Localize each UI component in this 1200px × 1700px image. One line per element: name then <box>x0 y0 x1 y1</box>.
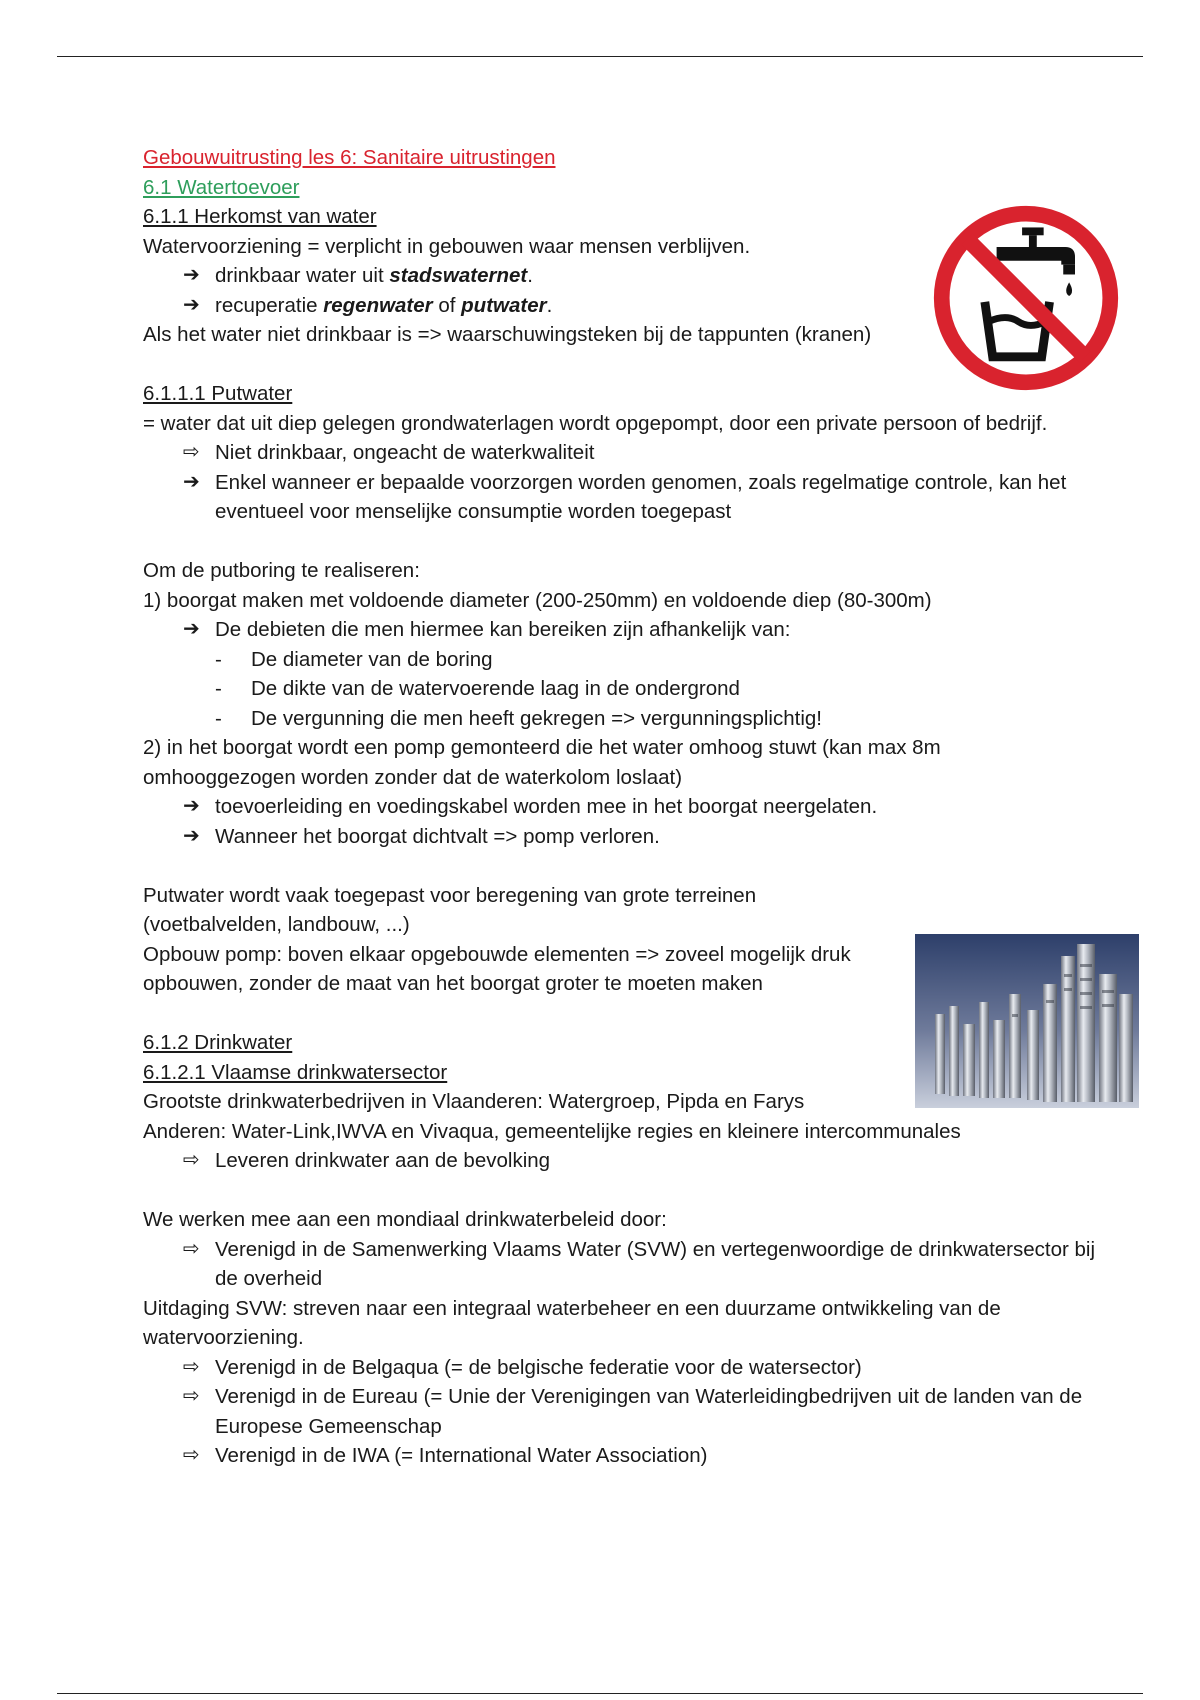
bullet-stadswaternet: ➔ drinkbaar water uit stadswaternet. <box>143 261 1093 291</box>
bullet-niet-drinkbaar: ⇨ Niet drinkbaar, ongeacht de waterkwaliteit <box>143 438 1093 468</box>
paragraph-step-1: 1) boorgat maken met voldoende diameter (200-250mm) en voldoende diep (80-300m) <box>143 588 932 612</box>
arrow-icon: ➔ <box>183 470 200 493</box>
paragraph-uitdaging: Uitdaging SVW: streven naar een integraal waterbeheer en een duurzame ontwikkeling van de watervoorziening. <box>143 1296 1001 1349</box>
hollow-arrow-icon: ⇨ <box>183 1444 200 1466</box>
heading-6-1-2: 6.1.2 Drinkwater <box>143 1031 293 1054</box>
bullet-debieten: ➔ De debieten die men hiermee kan bereiken zijn afhankelijk van: <box>143 615 1093 645</box>
paragraph-mondiaal: We werken mee aan een mondiaal drinkwaterbeleid door: <box>143 1208 667 1231</box>
paragraph-beregening: Putwater wordt vaak toegepast voor beregening van grote terreinen (voetbalvelden, landbouw, ...) <box>143 883 757 936</box>
hollow-arrow-icon: ⇨ <box>183 1237 200 1260</box>
bullet-enkel-wanneer: ➔ Enkel wanneer er bepaalde voorzorgen worden genomen, zoals regelmatige controle, kan het eventueel voor menselijke consumptie worden toegepast <box>143 468 1103 527</box>
paragraph-step-2: 2) in het boorgat wordt een pomp gemonteerd die het water omhoog stuwt (kan max 8m omhooggezogen worden zonder dat de waterkolom loslaat) <box>143 736 941 789</box>
paragraph-anderen: Anderen: Water-Link,IWVA en Vivaqua, gemeentelijke regies en kleinere intercommunales <box>143 1119 961 1143</box>
paragraph-putwater-definitie: = water dat uit diep gelegen grondwaterlagen wordt opgepompt, door een private persoon of bedrijf. <box>143 411 1048 435</box>
arrow-icon: ➔ <box>183 618 200 640</box>
hollow-arrow-icon: ⇨ <box>183 1385 200 1407</box>
bullet-recuperatie: ➔ recuperatie regenwater of putwater. <box>143 291 1093 321</box>
arrow-icon: ➔ <box>183 264 200 286</box>
arrow-icon: ➔ <box>183 824 200 847</box>
top-rule <box>57 56 1143 57</box>
paragraph-watervoorziening: Watervoorziening = verplicht in gebouwen waar mensen verblijven. <box>143 234 751 258</box>
paragraph-niet-drinkbaar: Als het water niet drinkbaar is => waarschuwingsteken bij de tappunten (kranen) <box>143 323 872 346</box>
bottom-rule <box>57 1693 1143 1694</box>
paragraph-putboring: Om de putboring te realiseren: <box>143 559 420 582</box>
dash-item-dikte: - De dikte van de watervoerende laag in de ondergrond <box>215 677 740 700</box>
paragraph-opbouw-pomp: Opbouw pomp: boven elkaar opgebouwde elementen => zoveel mogelijk druk opbouwen, zonder de maat van het boorgat groter te moeten maken <box>143 942 851 995</box>
dash-item-diameter: - De diameter van de boring <box>215 647 493 671</box>
arrow-icon: ➔ <box>183 795 200 817</box>
bullet-svw: ⇨ Verenigd in de Samenwerking Vlaams Water (SVW) en vertegenwoordige de drinkwatersector bij de overheid <box>143 1235 1103 1294</box>
hollow-arrow-icon: ⇨ <box>183 441 200 463</box>
bullet-toevoerleiding: ➔ toevoerleiding en voedingskabel worden mee in het boorgat neergelaten. <box>143 792 1093 822</box>
hollow-arrow-icon: ⇨ <box>183 1355 200 1378</box>
heading-6-1-1: 6.1.1 Herkomst van water <box>143 205 377 228</box>
document-body <box>143 143 1096 1471</box>
bullet-dichtvalt: ➔ Wanneer het boorgat dichtvalt => pomp verloren. <box>143 822 1093 852</box>
arrow-icon: ➔ <box>183 293 200 316</box>
heading-6-1-2-1: 6.1.2.1 Vlaamse drinkwatersector <box>143 1060 448 1084</box>
paragraph-grootste: Grootste drinkwaterbedrijven in Vlaanderen: Watergroep, Pipda en Farys <box>143 1090 805 1113</box>
heading-6-1-1-1: 6.1.1.1 Putwater <box>143 382 293 405</box>
doc-title: Gebouwuitrusting les 6: Sanitaire uitrustingen <box>143 146 556 169</box>
bullet-iwa: ⇨ Verenigd in de IWA (= International Water Association) <box>143 1441 1103 1471</box>
hollow-arrow-icon: ⇨ <box>183 1149 200 1171</box>
dash-item-vergunning: - De vergunning die men heeft gekregen => vergunningsplichtig! <box>215 706 822 730</box>
bullet-leveren: ⇨ Leveren drinkwater aan de bevolking <box>143 1146 1093 1176</box>
bullet-belgaqua: ⇨ Verenigd in de Belgaqua (= de belgische federatie voor de watersector) <box>143 1353 1103 1383</box>
heading-6-1: 6.1 Watertoevoer <box>143 175 300 199</box>
bullet-eureau: ⇨ Verenigd in de Eureau (= Unie der Verenigingen van Waterleidingbedrijven uit de landen van de Europese Gemeenschap <box>143 1382 1103 1441</box>
